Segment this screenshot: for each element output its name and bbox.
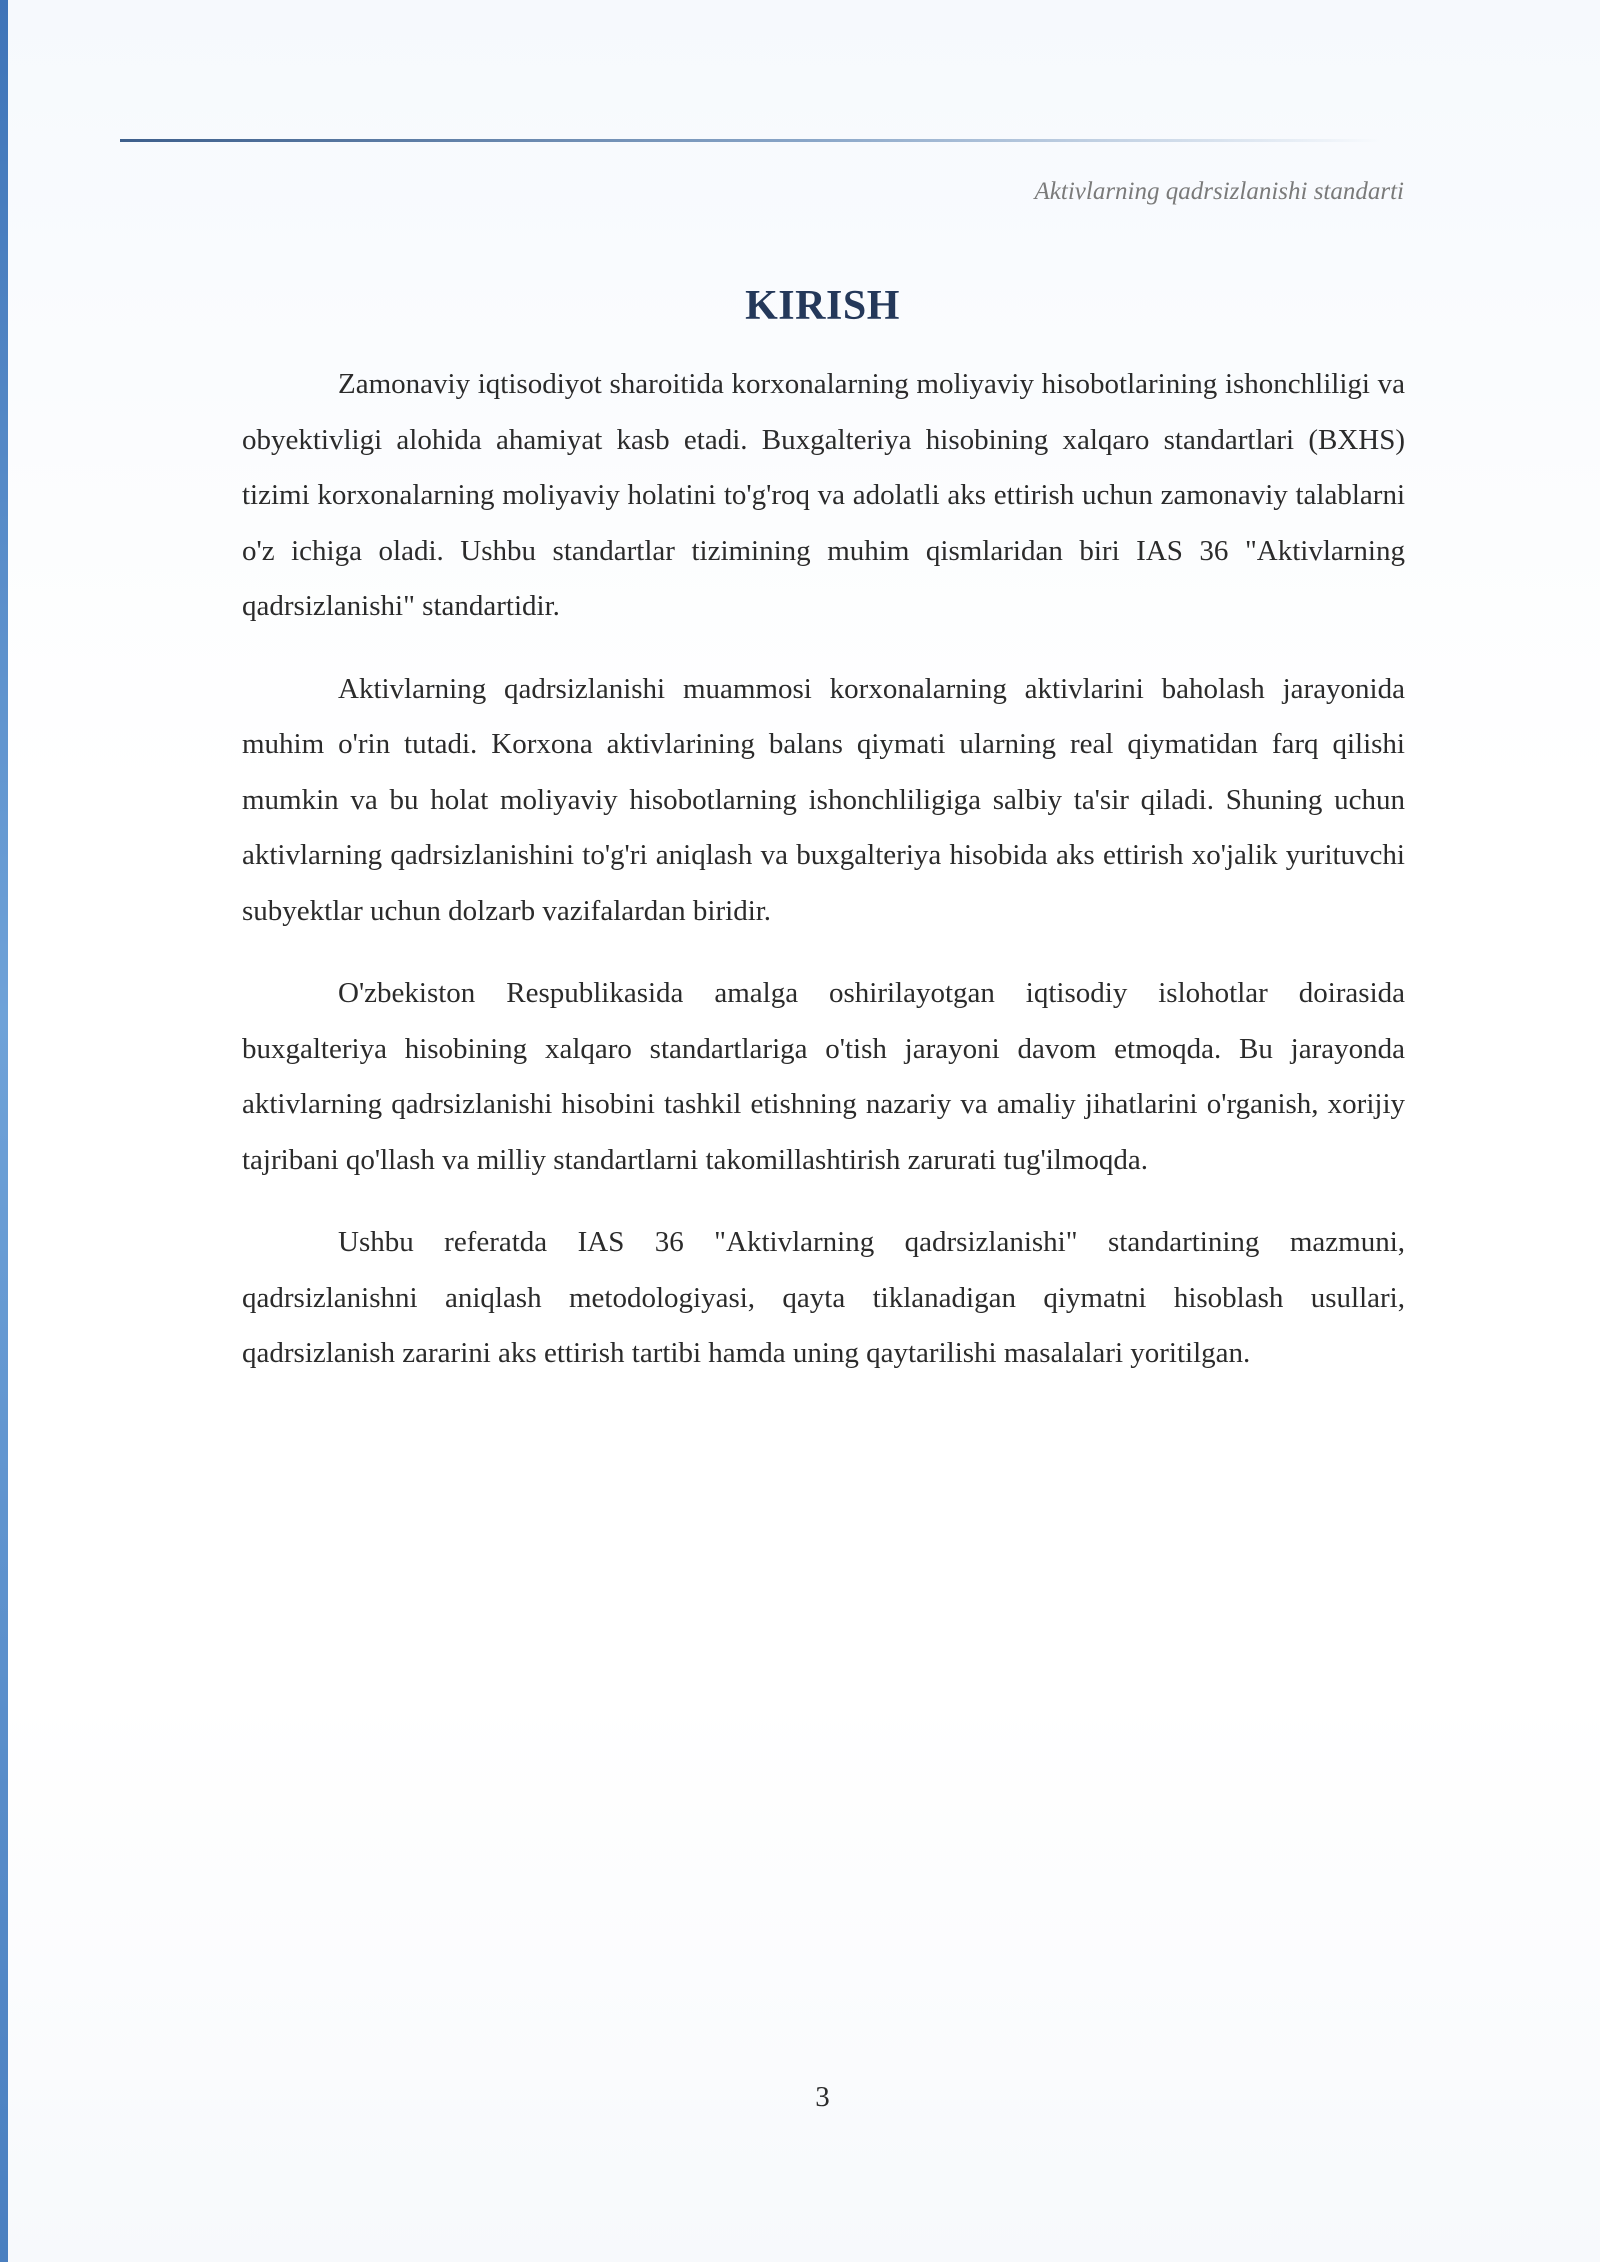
section-title: KIRISH <box>745 283 900 329</box>
header-divider <box>120 139 1380 142</box>
paragraph: O'zbekiston Respublikasida amalga oshirilayotgan iqtisodiy islohotlar doirasida buxgalteriya hisobining xalqaro standartlariga o'tish jarayoni davom etmoqda. Bu jarayonda aktivlarning qadrsizlanishi hisobini tashkil etishning nazariy va amaliy jihatlarini o'rganish, xorijiy tajribani qo'llash va milliy standartlarni takomillashtirish zarurati tug'ilmoqda. <box>242 977 1405 1176</box>
paragraph: Aktivlarning qadrsizlanishi muammosi korxonalarning aktivlarini baholash jarayonida muhim o'rin tutadi. Korxona aktivlarining balans qiymati ularning real qiymatidan farq qilishi mumkin va bu holat moliyaviy hisobotlarning ishonchliligiga salbiy ta'sir qiladi. Shuning uchun aktivlarning qadrsizlanishini to'g'ri aniqlash va buxgalteriya hisobida aks ettirish xo'jalik yurituvchi subyektlar uchun dolzarb vazifalardan biridir. <box>242 672 1405 927</box>
running-header: Aktivlarning qadrsizlanishi standarti <box>1034 178 1404 205</box>
page-number: 3 <box>815 2081 830 2113</box>
paragraph: Ushbu referatda IAS 36 "Aktivlarning qadrsizlanishi" standartining mazmuni, qadrsizlanishni aniqlash metodologiyasi, qayta tiklanadigan qiymatni hisoblash usullari, qadrsizlanish zararini aks ettirish tartibi hamda uning qaytarilishi masalalari yoritilgan. <box>242 1226 1405 1369</box>
left-accent-bar <box>0 0 8 2262</box>
paragraph: Zamonaviy iqtisodiyot sharoitida korxonalarning moliyaviy hisobotlarining ishonchliligi va obyektivligi alohida ahamiyat kasb etadi. Buxgalteriya hisobining xalqaro standartlari (BXHS) tizimi korxonalarning moliyaviy holatini to'g'roq va adolatli aks ettirish uchun zamonaviy talablarni o'z ichiga oladi. Ushbu standartlar tizimining muhim qismlaridan biri IAS 36 "Aktivlarning qadrsizlanishi" standartidir. <box>242 368 1405 622</box>
section-body <box>242 357 1405 1409</box>
